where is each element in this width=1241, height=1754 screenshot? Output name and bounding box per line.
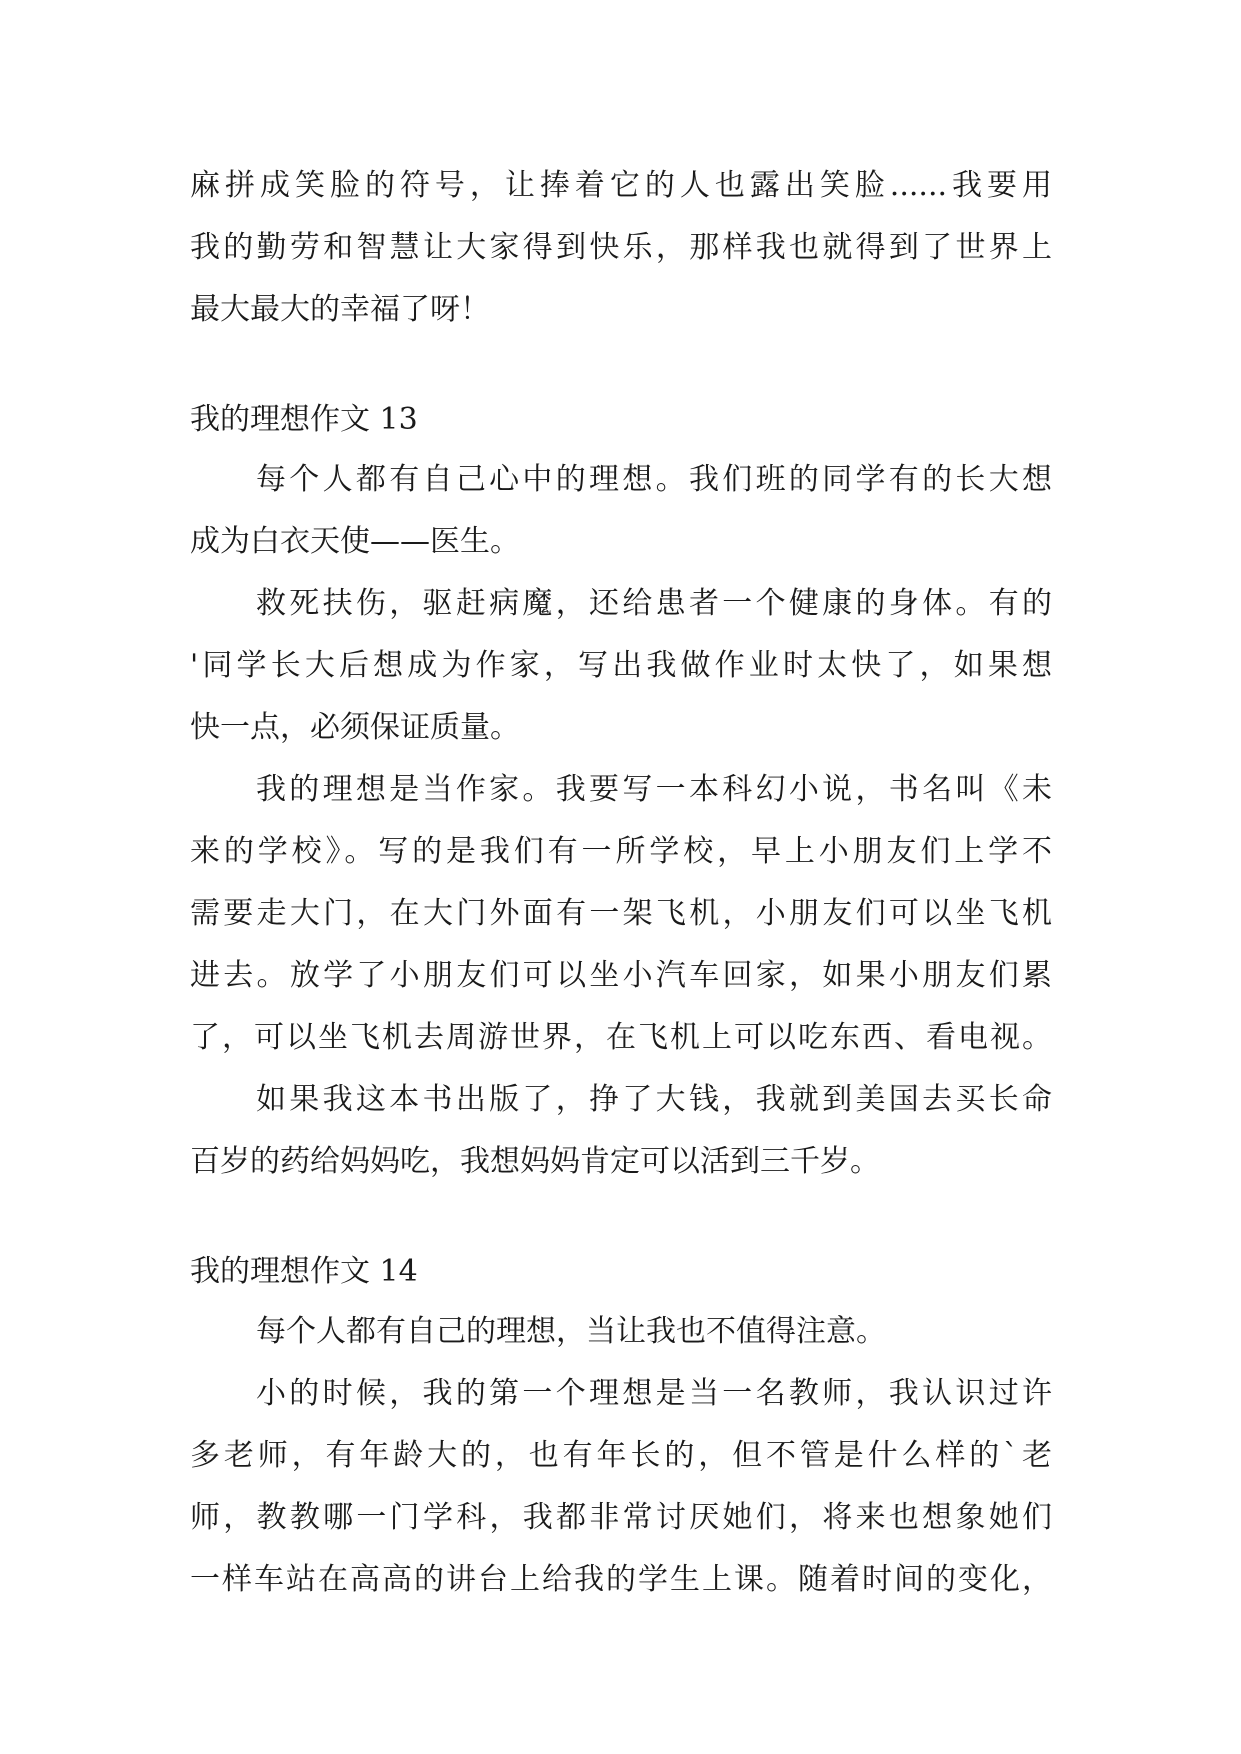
text-line: 快一点，必须保证质量。 — [190, 710, 520, 745]
text-line: 如果我这本书出版了，挣了大钱，我就到美国去买长命 — [256, 1082, 1052, 1117]
text-line: 每个人都有自己心中的理想。我们班的同学有的长大想 — [256, 462, 1052, 497]
text-line: 需要走大门，在大门外面有一架飞机，小朋友们可以坐飞机 — [190, 896, 1052, 931]
text-line: 救死扶伤，驱赶病魔，还给患者一个健康的身体。有的 — [256, 586, 1052, 621]
text-line: 师，教教哪一门学科，我都非常讨厌她们，将来也想象她们 — [190, 1500, 1052, 1535]
text-line: 我的勤劳和智慧让大家得到快乐，那样我也就得到了世界上 — [190, 230, 1052, 265]
text-line: 多老师，有年龄大的，也有年长的，但不管是什么样的`老 — [190, 1438, 1052, 1473]
text-line: 小的时候，我的第一个理想是当一名教师，我认识过许 — [256, 1376, 1052, 1411]
text-line: 进去。放学了小朋友们可以坐小汽车回家，如果小朋友们累 — [190, 958, 1052, 993]
text-line: '同学长大后想成为作家，写出我做作业时太快了，如果想 — [190, 648, 1052, 683]
text-line: 来的学校》。写的是我们有一所学校，早上小朋友们上学不 — [190, 834, 1052, 869]
text-line: 每个人都有自己的理想，当让我也不值得注意。 — [256, 1314, 886, 1349]
text-line: 最大最大的幸福了呀！ — [190, 292, 490, 327]
text-line: 一样车站在高高的讲台上给我的学生上课。随着时间的变化， — [190, 1562, 1052, 1597]
text-line: 了，可以坐飞机去周游世界，在飞机上可以吃东西、看电视。 — [190, 1020, 1052, 1055]
section-heading: 我的理想作文 14 — [190, 1254, 418, 1289]
text-line: 百岁的药给妈妈吃，我想妈妈肯定可以活到三千岁。 — [190, 1144, 880, 1179]
text-line: 成为白衣天使——医生。 — [190, 524, 520, 559]
section-heading: 我的理想作文 13 — [190, 402, 418, 437]
text-line: 我的理想是当作家。我要写一本科幻小说，书名叫《未 — [256, 772, 1052, 807]
text-line: 麻拼成笑脸的符号，让捧着它的人也露出笑脸......我要用 — [190, 168, 1052, 203]
